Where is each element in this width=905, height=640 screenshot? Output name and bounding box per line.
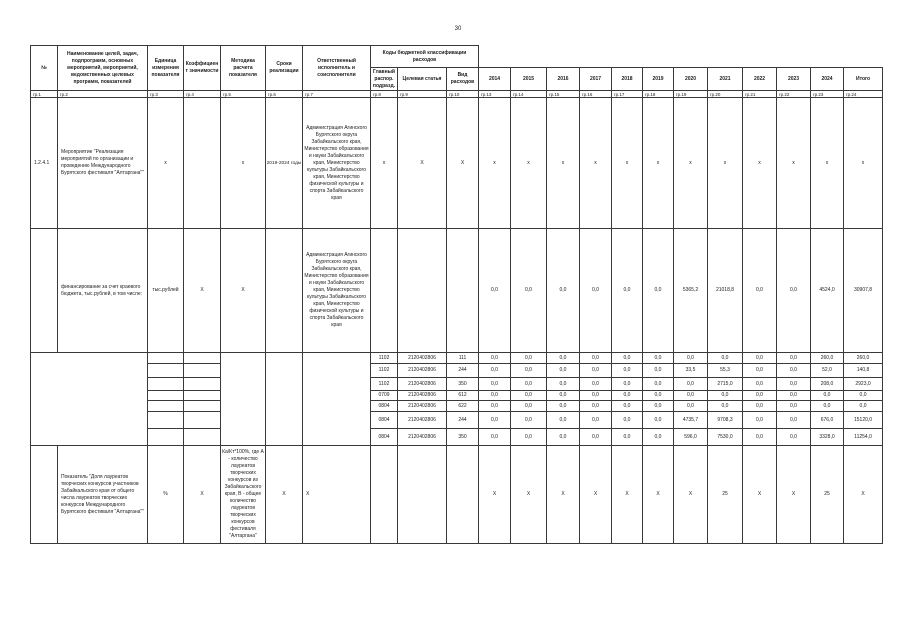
breakdown-row bbox=[31, 391, 883, 401]
measure-grbs: х bbox=[371, 98, 398, 229]
column-number-cell: гр.20 bbox=[708, 91, 743, 98]
breakdown-value-cell: 0,0 bbox=[643, 378, 674, 391]
breakdown-article: 2120402806 bbox=[398, 401, 447, 412]
breakdown-value-cell: 0,0 bbox=[674, 401, 708, 412]
breakdown-grbs: 0804 bbox=[371, 412, 398, 429]
breakdown-value-cell: 0,0 bbox=[811, 391, 844, 401]
breakdown-value-cell: 2923,0 bbox=[844, 378, 883, 391]
breakdown-value-cell: 0,0 bbox=[612, 412, 643, 429]
column-number-cell: гр.21 bbox=[743, 91, 777, 98]
breakdown-value-cell: 0,0 bbox=[511, 378, 547, 391]
financing-value-cell: 21018,8 bbox=[708, 229, 743, 353]
breakdown-value-cell: 0,0 bbox=[547, 378, 580, 391]
breakdown-value-cell: 11254,0 bbox=[844, 429, 883, 446]
breakdown-value-cell: 0,0 bbox=[511, 412, 547, 429]
column-number-cell: гр.2 bbox=[58, 91, 148, 98]
breakdown-value-cell: 0,0 bbox=[479, 429, 511, 446]
header-year-cell: 2014 bbox=[479, 68, 511, 91]
breakdown-value-cell: 0,0 bbox=[547, 412, 580, 429]
breakdown-value-cell: 0,0 bbox=[643, 353, 674, 364]
breakdown-value-cell: 52,0 bbox=[811, 364, 844, 378]
breakdown-value-cell: 0,0 bbox=[777, 378, 811, 391]
header-year-cell: 2024 bbox=[811, 68, 844, 91]
budget-table bbox=[30, 45, 883, 544]
header-method: Методика расчета показателя bbox=[221, 46, 266, 91]
breakdown-value-cell: 0,0 bbox=[811, 401, 844, 412]
breakdown-article: 2120402806 bbox=[398, 429, 447, 446]
breakdown-article: 2120402806 bbox=[398, 353, 447, 364]
breakdown-value-cell: 0,0 bbox=[643, 412, 674, 429]
breakdown-value-cell: 0,0 bbox=[511, 401, 547, 412]
breakdown-value-cell: 0,0 bbox=[612, 364, 643, 378]
header-responsible: Ответственный исполнитель и соисполнители bbox=[303, 46, 371, 91]
breakdown-value-cell: 0,0 bbox=[743, 412, 777, 429]
breakdown-row bbox=[31, 401, 883, 412]
breakdown-value-cell: 0,0 bbox=[777, 401, 811, 412]
column-number-cell: гр.4 bbox=[184, 91, 221, 98]
indicator-value-cell: Х bbox=[479, 446, 511, 544]
breakdown-value-cell: 0,0 bbox=[674, 378, 708, 391]
measure-period: 2019-2024 годы bbox=[266, 98, 303, 229]
financing-grbs bbox=[371, 229, 398, 353]
breakdown-expense-type: 244 bbox=[447, 412, 479, 429]
header-year-cell: 2020 bbox=[674, 68, 708, 91]
financing-value-cell: 30907,8 bbox=[844, 229, 883, 353]
indicator-responsible: Х bbox=[303, 446, 371, 544]
breakdown-value-cell: 0,0 bbox=[743, 378, 777, 391]
breakdown-value-cell: 596,0 bbox=[674, 429, 708, 446]
breakdown-value-cell: 0,0 bbox=[777, 391, 811, 401]
breakdown-value-cell: 0,0 bbox=[708, 391, 743, 401]
breakdown-method-cell bbox=[221, 353, 266, 446]
financing-value-cell: 0,0 bbox=[612, 229, 643, 353]
indicator-grbs bbox=[371, 446, 398, 544]
measure-unit: х bbox=[148, 98, 184, 229]
financing-value-cell: 0,0 bbox=[511, 229, 547, 353]
header-year-cell: 2016 bbox=[547, 68, 580, 91]
financing-period bbox=[266, 229, 303, 353]
header-row-top bbox=[31, 46, 883, 68]
breakdown-value-cell: 0,0 bbox=[612, 353, 643, 364]
breakdown-value-cell: 0,0 bbox=[511, 391, 547, 401]
breakdown-value-cell: 0,0 bbox=[612, 378, 643, 391]
measure-article: Х bbox=[398, 98, 447, 229]
breakdown-grbs: 1102 bbox=[371, 378, 398, 391]
indicator-value-cell: Х bbox=[844, 446, 883, 544]
breakdown-coef-cell bbox=[184, 353, 221, 364]
measure-value-cell: х bbox=[511, 98, 547, 229]
breakdown-value-cell: 208,0 bbox=[811, 378, 844, 391]
financing-responsible: Администрация Агинского Бурятского округа Забайкальского края, Министерство образования и науки Забайкальского края, Министерство культуры Забайкальского края, Министерство физической культуры и спорта Забайкальского края bbox=[303, 229, 371, 353]
breakdown-value-cell: 0,0 bbox=[479, 378, 511, 391]
breakdown-value-cell: 0,0 bbox=[674, 353, 708, 364]
breakdown-coef-cell bbox=[184, 378, 221, 391]
measure-value-cell: х bbox=[479, 98, 511, 229]
breakdown-row bbox=[31, 353, 883, 364]
breakdown-value-cell: 0,0 bbox=[708, 401, 743, 412]
breakdown-unit-cell bbox=[148, 412, 184, 429]
breakdown-value-cell: 0,0 bbox=[743, 353, 777, 364]
financing-value-cell: 4524,0 bbox=[811, 229, 844, 353]
column-number-cell: гр.14 bbox=[511, 91, 547, 98]
breakdown-value-cell: 0,0 bbox=[479, 391, 511, 401]
column-number-cell: гр.18 bbox=[643, 91, 674, 98]
breakdown-value-cell: 0,0 bbox=[777, 364, 811, 378]
financing-name: финансирование за счет краевого бюджета, тыс.рублей, в том числе: bbox=[58, 229, 148, 353]
header-expense-type: Вид расходов bbox=[447, 68, 479, 91]
indicator-value-cell: Х bbox=[511, 446, 547, 544]
breakdown-value-cell: 0,0 bbox=[743, 401, 777, 412]
breakdown-row bbox=[31, 412, 883, 429]
breakdown-value-cell: 140,8 bbox=[844, 364, 883, 378]
financing-value-cell: 5365,2 bbox=[674, 229, 708, 353]
measure-value-cell: х bbox=[708, 98, 743, 229]
breakdown-row bbox=[31, 429, 883, 446]
header-year-cell: 2023 bbox=[777, 68, 811, 91]
measure-expense-type: Х bbox=[447, 98, 479, 229]
breakdown-article: 2120402806 bbox=[398, 391, 447, 401]
breakdown-expense-type: 111 bbox=[447, 353, 479, 364]
header-budget-codes: Коды бюджетной классификации расходов bbox=[371, 46, 479, 68]
financing-num bbox=[31, 229, 58, 353]
breakdown-value-cell: 0,0 bbox=[777, 412, 811, 429]
financing-coefficient: Х bbox=[184, 229, 221, 353]
breakdown-coef-cell bbox=[184, 391, 221, 401]
breakdown-value-cell: 9708,3 bbox=[708, 412, 743, 429]
header-num: № bbox=[31, 46, 58, 91]
breakdown-value-cell: 0,0 bbox=[511, 353, 547, 364]
header-year-cell: 2018 bbox=[612, 68, 643, 91]
measure-coefficient bbox=[184, 98, 221, 229]
indicator-value-cell: Х bbox=[743, 446, 777, 544]
breakdown-value-cell: 0,0 bbox=[708, 353, 743, 364]
indicator-expense-type bbox=[447, 446, 479, 544]
measure-responsible: Администрация Агинского Бурятского округа Забайкальского края, Министерство образования и науки Забайкальского края, Министерство культуры Забайкальского края, Министерство физической культуры и спорта Забайкальского края bbox=[303, 98, 371, 229]
breakdown-value-cell: 0,0 bbox=[479, 412, 511, 429]
column-number-cell: гр.7 bbox=[303, 91, 371, 98]
breakdown-value-cell: 0,0 bbox=[479, 364, 511, 378]
measure-num: 1.2.4.1 bbox=[31, 98, 58, 229]
breakdown-expense-type: 244 bbox=[447, 364, 479, 378]
header-article: Целевая статья bbox=[398, 68, 447, 91]
breakdown-period-cell bbox=[266, 353, 303, 446]
column-number-cell: гр.24 bbox=[844, 91, 883, 98]
breakdown-value-cell: 0,0 bbox=[580, 364, 612, 378]
breakdown-value-cell: 3328,0 bbox=[811, 429, 844, 446]
indicator-value-cell: Х bbox=[612, 446, 643, 544]
column-number-cell: гр.8 bbox=[371, 91, 398, 98]
measure-method: х bbox=[221, 98, 266, 229]
breakdown-value-cell: 7530,0 bbox=[708, 429, 743, 446]
breakdown-value-cell: 0,0 bbox=[580, 401, 612, 412]
financing-unit: тыс.рублей bbox=[148, 229, 184, 353]
header-unit: Единица измерения показателя bbox=[148, 46, 184, 91]
financing-expense-type bbox=[447, 229, 479, 353]
financing-value-cell: 0,0 bbox=[547, 229, 580, 353]
breakdown-value-cell: 0,0 bbox=[743, 391, 777, 401]
column-number-cell: гр.1 bbox=[31, 91, 58, 98]
financing-method: Х bbox=[221, 229, 266, 353]
page-number: 30 bbox=[454, 26, 462, 32]
breakdown-grbs: 0804 bbox=[371, 429, 398, 446]
breakdown-coef-cell bbox=[184, 401, 221, 412]
breakdown-value-cell: 0,0 bbox=[511, 364, 547, 378]
breakdown-row bbox=[31, 378, 883, 391]
breakdown-unit-cell bbox=[148, 378, 184, 391]
breakdown-unit-cell bbox=[148, 353, 184, 364]
column-number-cell: гр.22 bbox=[777, 91, 811, 98]
indicator-value-cell: Х bbox=[674, 446, 708, 544]
measure-value-cell: х bbox=[811, 98, 844, 229]
breakdown-expense-type: 612 bbox=[447, 391, 479, 401]
breakdown-value-cell: 0,0 bbox=[743, 364, 777, 378]
measure-value-cell: х bbox=[547, 98, 580, 229]
column-number-cell: гр.17 bbox=[612, 91, 643, 98]
indicator-row bbox=[31, 446, 883, 544]
measure-value-cell: х bbox=[743, 98, 777, 229]
breakdown-value-cell: 0,0 bbox=[580, 429, 612, 446]
breakdown-value-cell: 0,0 bbox=[643, 391, 674, 401]
indicator-value-cell: 25 bbox=[811, 446, 844, 544]
breakdown-unit-cell bbox=[148, 391, 184, 401]
measure-value-cell: х bbox=[580, 98, 612, 229]
column-number-cell: гр.5 bbox=[221, 91, 266, 98]
indicator-value-cell: Х bbox=[547, 446, 580, 544]
column-number-cell: гр.6 bbox=[266, 91, 303, 98]
indicator-value-cell: Х bbox=[777, 446, 811, 544]
breakdown-value-cell: 0,0 bbox=[479, 401, 511, 412]
breakdown-article: 2120402806 bbox=[398, 378, 447, 391]
breakdown-expense-type: 350 bbox=[447, 378, 479, 391]
breakdown-value-cell: 55,3 bbox=[708, 364, 743, 378]
measure-value-cell: х bbox=[612, 98, 643, 229]
breakdown-value-cell: 0,0 bbox=[547, 391, 580, 401]
breakdown-value-cell: 0,0 bbox=[580, 412, 612, 429]
financing-value-cell: 0,0 bbox=[643, 229, 674, 353]
header-year-cell: Итого bbox=[844, 68, 883, 91]
header-year-cell: 2017 bbox=[580, 68, 612, 91]
breakdown-value-cell: 0,0 bbox=[674, 391, 708, 401]
breakdown-unit-cell bbox=[148, 429, 184, 446]
header-name: Наименование целей, задач, подпрограмм, основных мероприятий, мероприятий, ведомственных целевых программ, показателей bbox=[58, 46, 148, 91]
breakdown-value-cell: 0,0 bbox=[643, 364, 674, 378]
breakdown-unit-cell bbox=[148, 364, 184, 378]
financing-row bbox=[31, 229, 883, 353]
breakdown-value-cell: 0,0 bbox=[643, 429, 674, 446]
breakdown-value-cell: 0,0 bbox=[547, 429, 580, 446]
measure-value-cell: х bbox=[674, 98, 708, 229]
measure-value-cell: х bbox=[643, 98, 674, 229]
breakdown-value-cell: 0,0 bbox=[547, 364, 580, 378]
column-number-cell: гр.3 bbox=[148, 91, 184, 98]
indicator-value-cell: Х bbox=[643, 446, 674, 544]
column-numbers-row bbox=[31, 91, 883, 98]
breakdown-article: 2120402806 bbox=[398, 412, 447, 429]
breakdown-value-cell: 260,0 bbox=[811, 353, 844, 364]
breakdown-responsible-cell bbox=[303, 353, 371, 446]
breakdown-value-cell: 4735,7 bbox=[674, 412, 708, 429]
breakdown-blank-left bbox=[31, 353, 148, 446]
financing-value-cell: 0,0 bbox=[479, 229, 511, 353]
measure-row bbox=[31, 98, 883, 229]
header-period: Сроки реализации bbox=[266, 46, 303, 91]
header-year-cell: 2022 bbox=[743, 68, 777, 91]
breakdown-value-cell: 0,0 bbox=[580, 378, 612, 391]
indicator-num bbox=[31, 446, 58, 544]
breakdown-value-cell: 0,0 bbox=[479, 353, 511, 364]
breakdown-value-cell: 0,0 bbox=[612, 401, 643, 412]
breakdown-coef-cell bbox=[184, 364, 221, 378]
breakdown-value-cell: 33,5 bbox=[674, 364, 708, 378]
column-number-cell: гр.19 bbox=[674, 91, 708, 98]
breakdown-value-cell: 676,0 bbox=[811, 412, 844, 429]
indicator-period: Х bbox=[266, 446, 303, 544]
breakdown-value-cell: 0,0 bbox=[580, 391, 612, 401]
indicator-coefficient: Х bbox=[184, 446, 221, 544]
measure-value-cell: х bbox=[777, 98, 811, 229]
breakdown-value-cell: 15120,0 bbox=[844, 412, 883, 429]
header-blank bbox=[479, 46, 883, 68]
indicator-method: Ка/Кт*100%, где А - количество лауреатов творческих конкурсов из Забайкальского края, В - общее количество лауреатов творческих конкурсов фестиваля "Алтаргана" bbox=[221, 446, 266, 544]
header-year-cell: 2019 bbox=[643, 68, 674, 91]
breakdown-grbs: 0709 bbox=[371, 391, 398, 401]
column-number-cell: гр.16 bbox=[580, 91, 612, 98]
measure-value-cell: х bbox=[844, 98, 883, 229]
breakdown-grbs: 1102 bbox=[371, 364, 398, 378]
breakdown-value-cell: 0,0 bbox=[844, 401, 883, 412]
column-number-cell: гр.23 bbox=[811, 91, 844, 98]
breakdown-value-cell: 0,0 bbox=[743, 429, 777, 446]
header-year-cell: 2021 bbox=[708, 68, 743, 91]
financing-value-cell: 0,0 bbox=[777, 229, 811, 353]
breakdown-value-cell: 0,0 bbox=[547, 353, 580, 364]
indicator-article bbox=[398, 446, 447, 544]
header-coefficient: Коэффициент значимости bbox=[184, 46, 221, 91]
breakdown-expense-type: 350 bbox=[447, 429, 479, 446]
column-number-cell: гр.10 bbox=[447, 91, 479, 98]
financing-article bbox=[398, 229, 447, 353]
breakdown-value-cell: 0,0 bbox=[643, 401, 674, 412]
column-number-cell: гр.13 bbox=[479, 91, 511, 98]
indicator-name: Показатель "Доля лауреатов творческих конкурсов участников Забайкальского края от общего числа лауреатов творческих конкурсов Международного Бурятского фестиваля "Алтаргана"" bbox=[58, 446, 148, 544]
breakdown-value-cell: 0,0 bbox=[777, 429, 811, 446]
header-grbs: Главный распор. подразд. bbox=[371, 68, 398, 91]
breakdown-value-cell: 2715,0 bbox=[708, 378, 743, 391]
breakdown-grbs: 0804 bbox=[371, 401, 398, 412]
breakdown-coef-cell bbox=[184, 412, 221, 429]
breakdown-article: 2120402806 bbox=[398, 364, 447, 378]
column-number-cell: гр.15 bbox=[547, 91, 580, 98]
breakdown-value-cell: 0,0 bbox=[580, 353, 612, 364]
indicator-value-cell: 25 bbox=[708, 446, 743, 544]
breakdown-value-cell: 0,0 bbox=[547, 401, 580, 412]
measure-name: Мероприятие "Реализация мероприятий по организации и проведению Международного Бурятского фестиваля "Алтаргана"" bbox=[58, 98, 148, 229]
breakdown-unit-cell bbox=[148, 401, 184, 412]
breakdown-value-cell: 0,0 bbox=[777, 353, 811, 364]
header-year-cell: 2015 bbox=[511, 68, 547, 91]
breakdown-row bbox=[31, 364, 883, 378]
indicator-unit: % bbox=[148, 446, 184, 544]
breakdown-expense-type: 622 bbox=[447, 401, 479, 412]
breakdown-coef-cell bbox=[184, 429, 221, 446]
breakdown-grbs: 1102 bbox=[371, 353, 398, 364]
breakdown-value-cell: 0,0 bbox=[844, 391, 883, 401]
breakdown-value-cell: 260,0 bbox=[844, 353, 883, 364]
indicator-value-cell: Х bbox=[580, 446, 612, 544]
breakdown-value-cell: 0,0 bbox=[612, 391, 643, 401]
column-number-cell: гр.9 bbox=[398, 91, 447, 98]
financing-value-cell: 0,0 bbox=[743, 229, 777, 353]
financing-value-cell: 0,0 bbox=[580, 229, 612, 353]
breakdown-value-cell: 0,0 bbox=[511, 429, 547, 446]
breakdown-value-cell: 0,0 bbox=[612, 429, 643, 446]
